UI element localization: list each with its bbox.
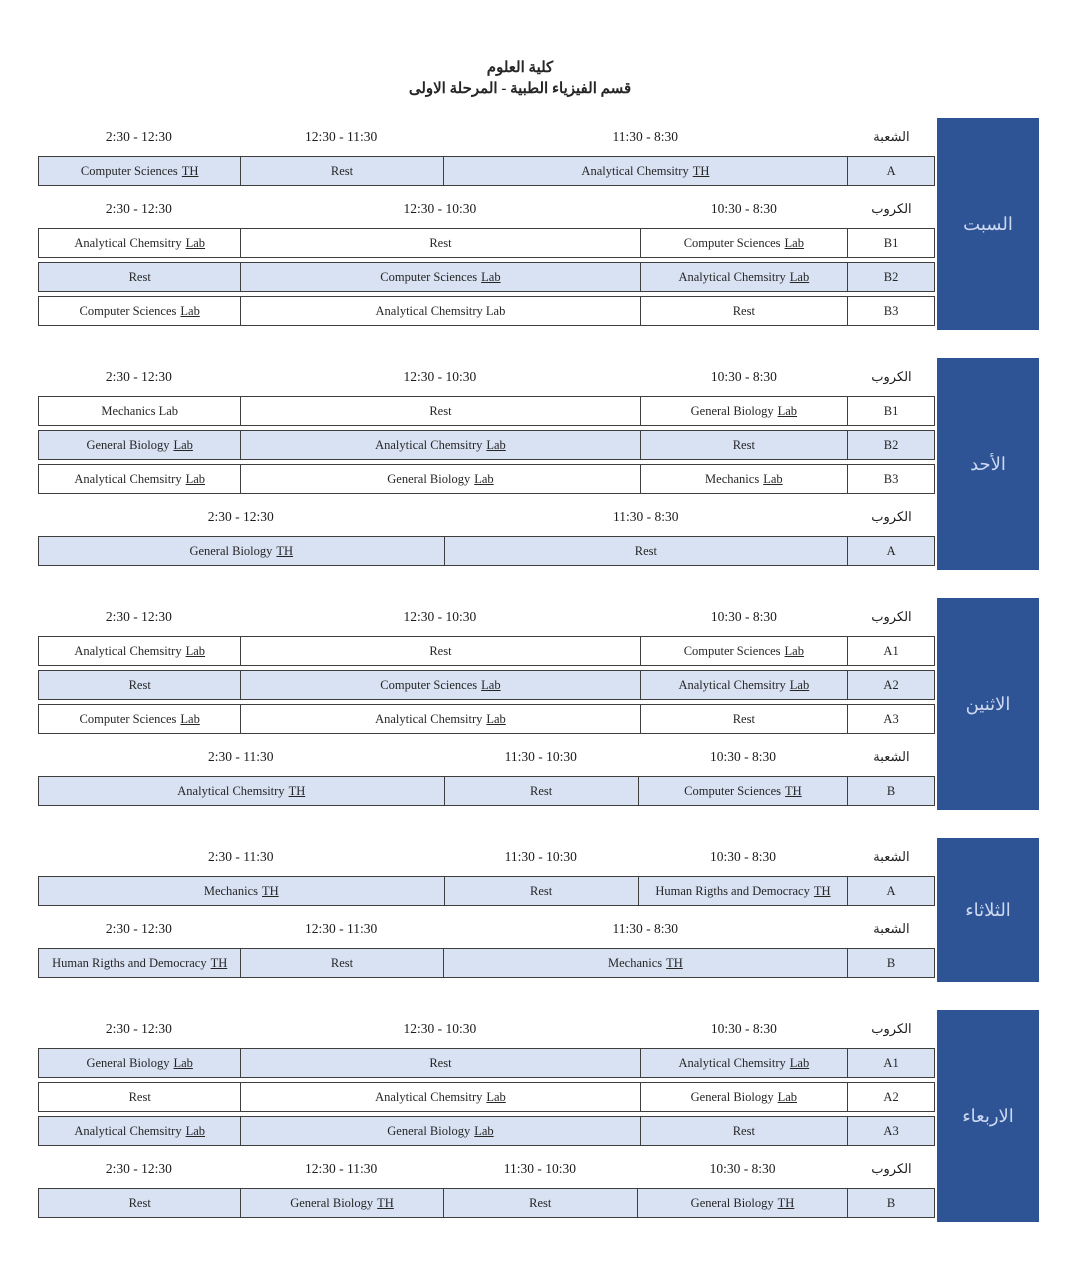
course-type-tag: Lab — [481, 269, 501, 284]
course-cell — [39, 229, 240, 257]
course-type-tag: Lab — [486, 1089, 506, 1104]
course-cell — [39, 397, 240, 425]
day-bar — [937, 1010, 1039, 1222]
course-type-tag: Lab — [486, 711, 506, 726]
course-name: Analytical Chemsitry Lab — [74, 235, 206, 250]
course-name: Rest — [128, 1089, 151, 1104]
course-name: Rest — [530, 883, 553, 898]
time-header-cell: 10:30 - 8:30 — [710, 849, 777, 864]
course-cell — [39, 465, 240, 493]
course-name: Human Rigths and Democracy TH — [655, 883, 831, 898]
group-cell: A1 — [847, 637, 934, 665]
document-header — [0, 58, 1002, 100]
course-name: Computer Sciences Lab — [79, 711, 200, 726]
schedule-row — [38, 262, 935, 292]
course-type-tag: Lab — [777, 403, 798, 418]
course-cell — [640, 1083, 848, 1111]
day-name-label: الاثنين — [965, 693, 1011, 714]
course-type-tag: Lab — [185, 471, 206, 486]
course-type-tag: TH — [692, 163, 710, 178]
course-cell — [240, 705, 639, 733]
group-cell: A1 — [847, 1049, 934, 1077]
course-cell — [240, 157, 442, 185]
course-cell — [240, 637, 639, 665]
course-name: Rest — [530, 783, 553, 798]
group-column-header: الكروب — [871, 609, 912, 624]
schedule-row — [38, 430, 935, 460]
course-cell — [444, 777, 638, 805]
time-header-cell: 12:30 - 10:30 — [403, 201, 477, 216]
time-header-cell: 2:30 - 11:30 — [207, 749, 274, 764]
page-title: كلية العلوم — [486, 60, 554, 76]
course-type-tag: Lab — [789, 677, 810, 692]
course-type-tag: TH — [785, 783, 802, 798]
course-name: Rest — [128, 677, 151, 692]
time-header-row — [38, 190, 935, 228]
group-column-header: الشعبة — [873, 749, 910, 764]
course-cell — [640, 397, 848, 425]
course-type-tag: Lab — [486, 437, 506, 452]
course-cell — [640, 705, 848, 733]
day-tables — [38, 358, 935, 570]
day-bar — [937, 838, 1039, 982]
course-type-tag: Lab — [185, 643, 206, 658]
course-cell — [240, 263, 639, 291]
course-cell — [39, 671, 240, 699]
schedule-row — [38, 228, 935, 258]
schedule-days — [38, 118, 1078, 1222]
course-cell — [240, 1117, 639, 1145]
course-type-tag: Lab — [777, 1089, 798, 1104]
group-cell: B — [847, 777, 934, 805]
course-name: Computer Sciences Lab — [380, 269, 501, 284]
time-header-cell: 12:30 - 11:30 — [305, 129, 378, 144]
course-name: Computer Sciences Lab — [380, 677, 501, 692]
day-block — [38, 1010, 1078, 1222]
course-cell — [444, 877, 638, 905]
schedule-row — [38, 636, 935, 666]
course-cell — [39, 705, 240, 733]
course-cell — [640, 229, 848, 257]
course-name: Mechanics Lab — [705, 471, 783, 486]
course-cell — [443, 1189, 637, 1217]
day-block — [38, 598, 1078, 810]
time-header-cell: 10:30 - 8:30 — [710, 1021, 777, 1036]
course-cell — [637, 1189, 847, 1217]
schedule-row — [38, 396, 935, 426]
course-name: Analytical Chemsitry Lab — [678, 269, 810, 284]
time-header-cell: 12:30 - 11:30 — [305, 1161, 378, 1176]
course-cell — [240, 1049, 639, 1077]
course-cell — [240, 1083, 639, 1111]
course-cell — [240, 229, 639, 257]
course-cell — [443, 157, 848, 185]
group-cell: A2 — [847, 1083, 934, 1111]
course-name: Rest — [429, 403, 452, 418]
course-cell — [640, 263, 848, 291]
day-tables — [38, 1010, 935, 1222]
group-column-header: الكروب — [871, 369, 912, 384]
time-header-row — [38, 598, 935, 636]
time-header-cell: 2:30 - 12:30 — [105, 129, 172, 144]
course-name: Rest — [429, 235, 452, 250]
course-name: Rest — [429, 1055, 452, 1070]
course-name: General Biology Lab — [86, 437, 193, 452]
time-header-row — [38, 910, 935, 948]
group-column-header: الشعبة — [873, 921, 910, 936]
day-name-label: الثلاثاء — [965, 899, 1011, 920]
time-header-cell: 10:30 - 8:30 — [709, 1161, 776, 1176]
course-cell — [39, 637, 240, 665]
course-name: Rest — [634, 543, 657, 558]
day-bar — [937, 358, 1039, 570]
course-cell — [640, 1049, 848, 1077]
course-name: General Biology TH — [690, 1195, 795, 1210]
course-cell — [39, 537, 444, 565]
schedule-row — [38, 1116, 935, 1146]
course-name: Rest — [330, 163, 354, 178]
course-type-tag: TH — [377, 1195, 394, 1210]
day-block — [38, 118, 1078, 330]
day-block — [38, 838, 1078, 982]
group-cell: B1 — [847, 397, 934, 425]
course-type-tag: Lab — [481, 677, 501, 692]
course-name: Analytical Chemsitry TH — [177, 783, 306, 798]
schedule-row — [38, 536, 935, 566]
group-cell: A3 — [847, 705, 934, 733]
course-cell — [240, 465, 639, 493]
time-header-cell: 2:30 - 11:30 — [207, 849, 274, 864]
time-header-cell: 10:30 - 8:30 — [710, 609, 777, 624]
course-type-tag: Lab — [474, 1123, 494, 1138]
course-cell — [240, 1189, 442, 1217]
course-type-tag: Lab — [789, 1055, 810, 1070]
course-type-tag: TH — [777, 1195, 795, 1210]
course-name: Computer Sciences Lab — [683, 643, 804, 658]
course-name: Analytical Chemsitry Lab — [375, 437, 506, 452]
time-header-cell: 11:30 - 10:30 — [503, 1161, 576, 1176]
course-type-tag: Lab — [180, 303, 200, 318]
course-type-tag: TH — [210, 955, 228, 970]
schedule-row — [38, 670, 935, 700]
course-cell — [240, 397, 639, 425]
course-cell — [640, 465, 848, 493]
course-type-tag: Lab — [789, 269, 810, 284]
course-type-tag: TH — [666, 955, 683, 970]
course-name: General Biology Lab — [86, 1055, 193, 1070]
course-cell — [39, 431, 240, 459]
course-name: Mechanics TH — [607, 955, 683, 970]
day-tables — [38, 118, 935, 330]
time-header-row — [38, 358, 935, 396]
time-header-cell: 2:30 - 12:30 — [105, 369, 172, 384]
course-name: Rest — [128, 1195, 151, 1210]
course-type-tag: Lab — [784, 643, 804, 658]
course-type-tag: TH — [813, 883, 831, 898]
day-name-label: الأحد — [970, 453, 1006, 474]
course-type-tag: TH — [288, 783, 306, 798]
group-cell: A3 — [847, 1117, 934, 1145]
time-header-cell: 12:30 - 10:30 — [403, 1021, 477, 1036]
day-name-label: الاربعاء — [962, 1105, 1014, 1126]
course-cell — [39, 1189, 240, 1217]
course-name: Rest — [732, 711, 755, 726]
group-cell: A — [847, 877, 934, 905]
group-cell: A — [847, 157, 934, 185]
course-cell — [39, 157, 240, 185]
course-type-tag: Lab — [474, 471, 494, 486]
course-cell — [39, 777, 444, 805]
course-cell — [444, 537, 848, 565]
course-name: Computer Sciences Lab — [683, 235, 804, 250]
course-cell — [240, 671, 639, 699]
course-cell — [39, 1117, 240, 1145]
time-header-cell: 10:30 - 8:30 — [710, 369, 777, 384]
schedule-row — [38, 948, 935, 978]
course-name: Rest — [732, 303, 755, 318]
group-column-header: الكروب — [871, 509, 912, 524]
course-cell — [640, 637, 848, 665]
time-header-cell: 11:30 - 10:30 — [504, 749, 577, 764]
course-type-tag: Lab — [763, 471, 783, 486]
course-cell — [640, 297, 848, 325]
course-name: Analytical Chemsitry Lab — [375, 711, 506, 726]
time-header-cell: 2:30 - 12:30 — [105, 201, 172, 216]
course-cell — [638, 877, 847, 905]
course-name: Analytical Chemsitry Lab — [375, 1089, 506, 1104]
course-type-tag: Lab — [180, 711, 200, 726]
course-name: General Biology TH — [189, 543, 294, 558]
group-column-header: الكروب — [871, 1161, 912, 1176]
time-header-cell: 11:30 - 10:30 — [504, 849, 577, 864]
course-name: Analytical Chemsitry Lab — [678, 677, 810, 692]
page-subtitle: قسم الفيزياء الطبية - المرحلة الاولى — [408, 81, 632, 97]
course-type-tag: Lab — [185, 235, 206, 250]
course-name: General Biology Lab — [387, 1123, 494, 1138]
schedule-row — [38, 296, 935, 326]
course-type-tag: Lab — [784, 235, 804, 250]
course-name: General Biology TH — [290, 1195, 394, 1210]
course-name: Rest — [128, 269, 151, 284]
schedule-row — [38, 156, 935, 186]
course-cell — [240, 297, 639, 325]
time-header-cell: 12:30 - 11:30 — [305, 921, 378, 936]
schedule-row — [38, 876, 935, 906]
course-cell — [39, 297, 240, 325]
time-header-cell: 11:30 - 8:30 — [612, 921, 678, 936]
course-name: Analytical Chemsitry TH — [581, 163, 710, 178]
course-name: Rest — [529, 1195, 552, 1210]
time-header-cell: 12:30 - 10:30 — [403, 369, 477, 384]
time-header-cell: 2:30 - 12:30 — [105, 1021, 172, 1036]
time-header-row — [38, 738, 935, 776]
course-cell — [640, 1117, 848, 1145]
time-header-row — [38, 1010, 935, 1048]
course-name: Rest — [330, 955, 354, 970]
course-name: Rest — [732, 1123, 755, 1138]
course-type-tag: TH — [276, 543, 294, 558]
group-cell: A — [847, 537, 934, 565]
group-column-header: الكروب — [871, 1021, 912, 1036]
time-header-cell: 2:30 - 12:30 — [105, 1161, 172, 1176]
time-header-row — [38, 498, 935, 536]
group-cell: B3 — [847, 297, 934, 325]
time-header-cell: 10:30 - 8:30 — [710, 201, 777, 216]
group-cell: B1 — [847, 229, 934, 257]
day-bar — [937, 598, 1039, 810]
group-column-header: الكروب — [871, 201, 912, 216]
course-name: Computer Sciences Lab — [79, 303, 200, 318]
group-cell: B3 — [847, 465, 934, 493]
time-header-row — [38, 1150, 935, 1188]
course-name: Analytical Chemsitry Lab — [74, 1123, 206, 1138]
course-name: Human Rigths and Democracy TH — [52, 955, 228, 970]
time-header-cell: 2:30 - 12:30 — [207, 509, 274, 524]
course-cell — [638, 777, 847, 805]
day-name-label: السبت — [963, 213, 1013, 234]
course-cell — [443, 949, 848, 977]
day-tables — [38, 598, 935, 810]
day-tables — [38, 838, 935, 982]
course-name: Mechanics Lab — [101, 403, 179, 418]
course-cell — [240, 949, 442, 977]
course-cell — [39, 263, 240, 291]
course-name: Analytical Chemsitry Lab — [74, 471, 206, 486]
course-type-tag: Lab — [185, 1123, 206, 1138]
course-name: Analytical Chemsitry Lab — [678, 1055, 810, 1070]
group-column-header: الشعبة — [873, 849, 910, 864]
time-header-cell: 11:30 - 8:30 — [612, 129, 678, 144]
time-header-cell: 2:30 - 12:30 — [105, 921, 172, 936]
group-cell: B — [847, 1189, 934, 1217]
group-cell: A2 — [847, 671, 934, 699]
course-name: General Biology Lab — [690, 1089, 798, 1104]
course-cell — [39, 1049, 240, 1077]
course-name: Rest — [429, 643, 452, 658]
time-header-cell: 10:30 - 8:30 — [710, 749, 777, 764]
course-cell — [39, 1083, 240, 1111]
schedule-row — [38, 1048, 935, 1078]
time-header-cell: 11:30 - 8:30 — [612, 509, 679, 524]
course-name: Computer Sciences TH — [684, 783, 802, 798]
schedule-row — [38, 776, 935, 806]
schedule-row — [38, 704, 935, 734]
course-name: Mechanics TH — [203, 883, 279, 898]
day-block — [38, 358, 1078, 570]
time-header-row — [38, 118, 935, 156]
group-cell: B2 — [847, 431, 934, 459]
group-column-header: الشعبة — [873, 129, 910, 144]
course-name: Rest — [732, 437, 755, 452]
course-cell — [240, 431, 639, 459]
course-type-tag: Lab — [173, 1055, 193, 1070]
course-cell — [640, 671, 848, 699]
course-type-tag: TH — [262, 883, 279, 898]
schedule-row — [38, 1188, 935, 1218]
schedule-row — [38, 464, 935, 494]
time-header-cell: 12:30 - 10:30 — [403, 609, 477, 624]
group-cell: B2 — [847, 263, 934, 291]
course-name: Analytical Chemsitry Lab — [375, 303, 506, 318]
course-name: General Biology Lab — [387, 471, 494, 486]
course-cell — [39, 949, 240, 977]
course-name: Analytical Chemsitry Lab — [74, 643, 206, 658]
course-cell — [39, 877, 444, 905]
time-header-cell: 2:30 - 12:30 — [105, 609, 172, 624]
time-header-row — [38, 838, 935, 876]
course-name: Computer Sciences TH — [80, 163, 199, 178]
course-name: General Biology Lab — [690, 403, 798, 418]
course-type-tag: TH — [181, 163, 199, 178]
course-cell — [640, 431, 848, 459]
course-type-tag: Lab — [173, 437, 193, 452]
schedule-row — [38, 1082, 935, 1112]
group-cell: B — [847, 949, 934, 977]
day-bar — [937, 118, 1039, 330]
